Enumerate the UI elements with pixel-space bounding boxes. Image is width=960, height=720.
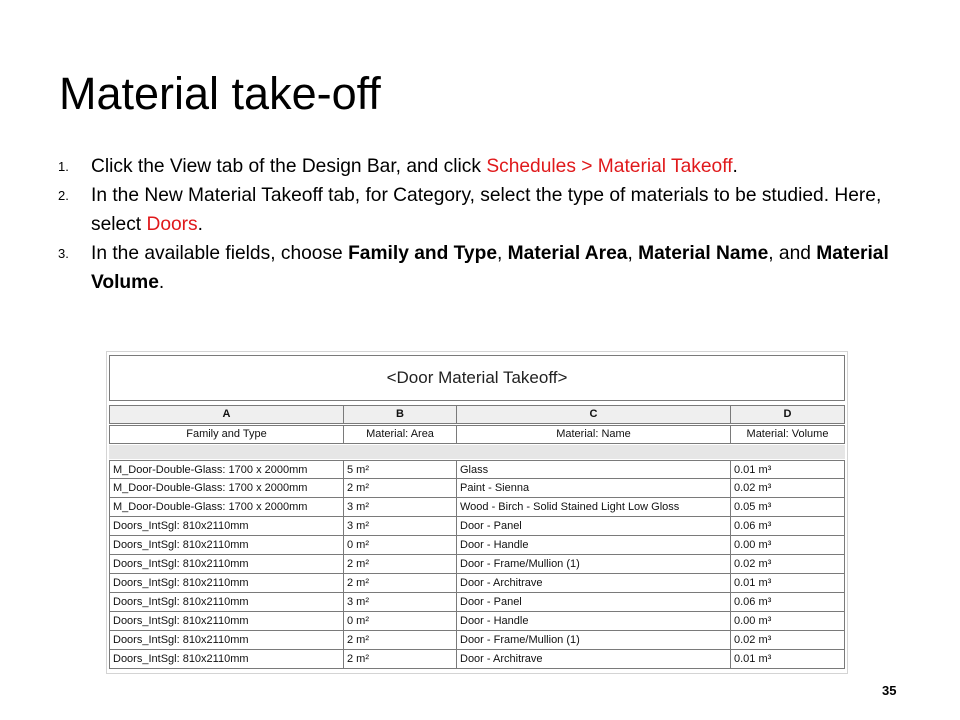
- table-cell: Paint - Sienna: [457, 479, 731, 498]
- table-cell: Doors_IntSgl: 810x2110mm: [109, 612, 344, 631]
- text-run: ,: [627, 243, 639, 264]
- field-name: Family and Type: [348, 243, 497, 264]
- table-cell: Doors_IntSgl: 810x2110mm: [109, 536, 344, 555]
- table-row: [109, 517, 845, 536]
- text-run: Click the View tab of the Design Bar, and click: [91, 156, 487, 177]
- text-run: In the available fields, choose: [91, 243, 349, 264]
- table-cell: 0.06 m³: [731, 593, 845, 612]
- table-cell: 2 m²: [344, 631, 457, 650]
- field-name: Material Volume: [91, 243, 889, 293]
- table-cell: 0 m²: [344, 536, 457, 555]
- column-letter: D: [731, 405, 845, 424]
- text-run: .: [197, 214, 203, 235]
- table-cell: 3 m²: [344, 593, 457, 612]
- table-cell: Doors_IntSgl: 810x2110mm: [109, 593, 344, 612]
- column-header: Material: Volume: [731, 425, 845, 444]
- table-cell: 0.02 m³: [731, 479, 845, 498]
- schedule-screenshot: [106, 351, 848, 674]
- table-row: [109, 574, 845, 593]
- schedule-title: <Door Material Takeoff>: [109, 355, 845, 401]
- table-cell: M_Door-Double-Glass: 1700 x 2000mm: [109, 479, 344, 498]
- table-cell: Glass: [457, 460, 731, 479]
- column-letter: C: [457, 405, 731, 424]
- field-name: Material Name: [638, 243, 769, 264]
- instruction-steps: [58, 152, 908, 297]
- table-cell: 0.01 m³: [731, 460, 845, 479]
- table-cell: Door - Frame/Mullion (1): [457, 555, 731, 574]
- field-name: Material Area: [507, 243, 628, 264]
- table-cell: Door - Architrave: [457, 650, 731, 669]
- column-letter-row: [109, 405, 845, 424]
- table-cell: M_Door-Double-Glass: 1700 x 2000mm: [109, 460, 344, 479]
- table-row: [109, 460, 845, 479]
- table-cell: Doors_IntSgl: 810x2110mm: [109, 555, 344, 574]
- step-text: [91, 243, 889, 293]
- slide-title: Material take-off: [59, 68, 381, 119]
- table-row: [109, 631, 845, 650]
- step-text: [91, 156, 738, 177]
- table-cell: 0.01 m³: [731, 650, 845, 669]
- table-cell: 0.00 m³: [731, 612, 845, 631]
- column-header: Material: Name: [457, 425, 731, 444]
- column-header: Material: Area: [344, 425, 457, 444]
- table-cell: 0.06 m³: [731, 517, 845, 536]
- table-cell: 5 m²: [344, 460, 457, 479]
- table-cell: 2 m²: [344, 479, 457, 498]
- step-number: 1.: [58, 159, 69, 174]
- text-run: , and: [768, 243, 817, 264]
- table-cell: 0.02 m³: [731, 555, 845, 574]
- table-cell: Door - Frame/Mullion (1): [457, 631, 731, 650]
- table-cell: Doors_IntSgl: 810x2110mm: [109, 650, 344, 669]
- table-cell: 2 m²: [344, 555, 457, 574]
- table-cell: 3 m²: [344, 498, 457, 517]
- table-cell: Doors_IntSgl: 810x2110mm: [109, 517, 344, 536]
- column-letter: B: [344, 405, 457, 424]
- table-cell: Door - Handle: [457, 612, 731, 631]
- step-3: [58, 239, 908, 297]
- table-row: [109, 498, 845, 517]
- column-header-row: [109, 425, 845, 444]
- step-number: 2.: [58, 188, 69, 203]
- table-cell: 0.02 m³: [731, 631, 845, 650]
- table-cell: 0.01 m³: [731, 574, 845, 593]
- table-cell: 0.00 m³: [731, 536, 845, 555]
- table-cell: Door - Architrave: [457, 574, 731, 593]
- table-row: [109, 536, 845, 555]
- column-header: Family and Type: [109, 425, 344, 444]
- table-cell: Door - Panel: [457, 593, 731, 612]
- step-2: [58, 181, 908, 239]
- table-row: [109, 479, 845, 498]
- header-spacer: [109, 445, 845, 459]
- text-run: In the New Material Takeoff tab, for Category, select the type of materials to be studied. Here, select: [91, 185, 882, 235]
- step-1: [58, 152, 908, 181]
- table-cell: Doors_IntSgl: 810x2110mm: [109, 574, 344, 593]
- table-row: [109, 555, 845, 574]
- page-number: 35: [882, 683, 897, 698]
- highlighted-term: Doors: [146, 214, 198, 235]
- table-cell: 0.05 m³: [731, 498, 845, 517]
- text-run: ,: [497, 243, 508, 264]
- table-cell: 0 m²: [344, 612, 457, 631]
- table-cell: Door - Panel: [457, 517, 731, 536]
- table-row: [109, 612, 845, 631]
- text-run: .: [158, 272, 165, 293]
- table-cell: Door - Handle: [457, 536, 731, 555]
- table-cell: 2 m²: [344, 574, 457, 593]
- table-cell: 3 m²: [344, 517, 457, 536]
- highlighted-term: Schedules > Material Takeoff: [486, 156, 733, 177]
- step-text: [91, 185, 881, 235]
- column-letter: A: [109, 405, 344, 424]
- table-cell: Doors_IntSgl: 810x2110mm: [109, 631, 344, 650]
- table-cell: 2 m²: [344, 650, 457, 669]
- table-row: [109, 593, 845, 612]
- table-row: [109, 650, 845, 669]
- text-run: .: [732, 156, 738, 177]
- table-cell: M_Door-Double-Glass: 1700 x 2000mm: [109, 498, 344, 517]
- step-number: 3.: [58, 246, 69, 261]
- table-cell: Wood - Birch - Solid Stained Light Low Gloss: [457, 498, 731, 517]
